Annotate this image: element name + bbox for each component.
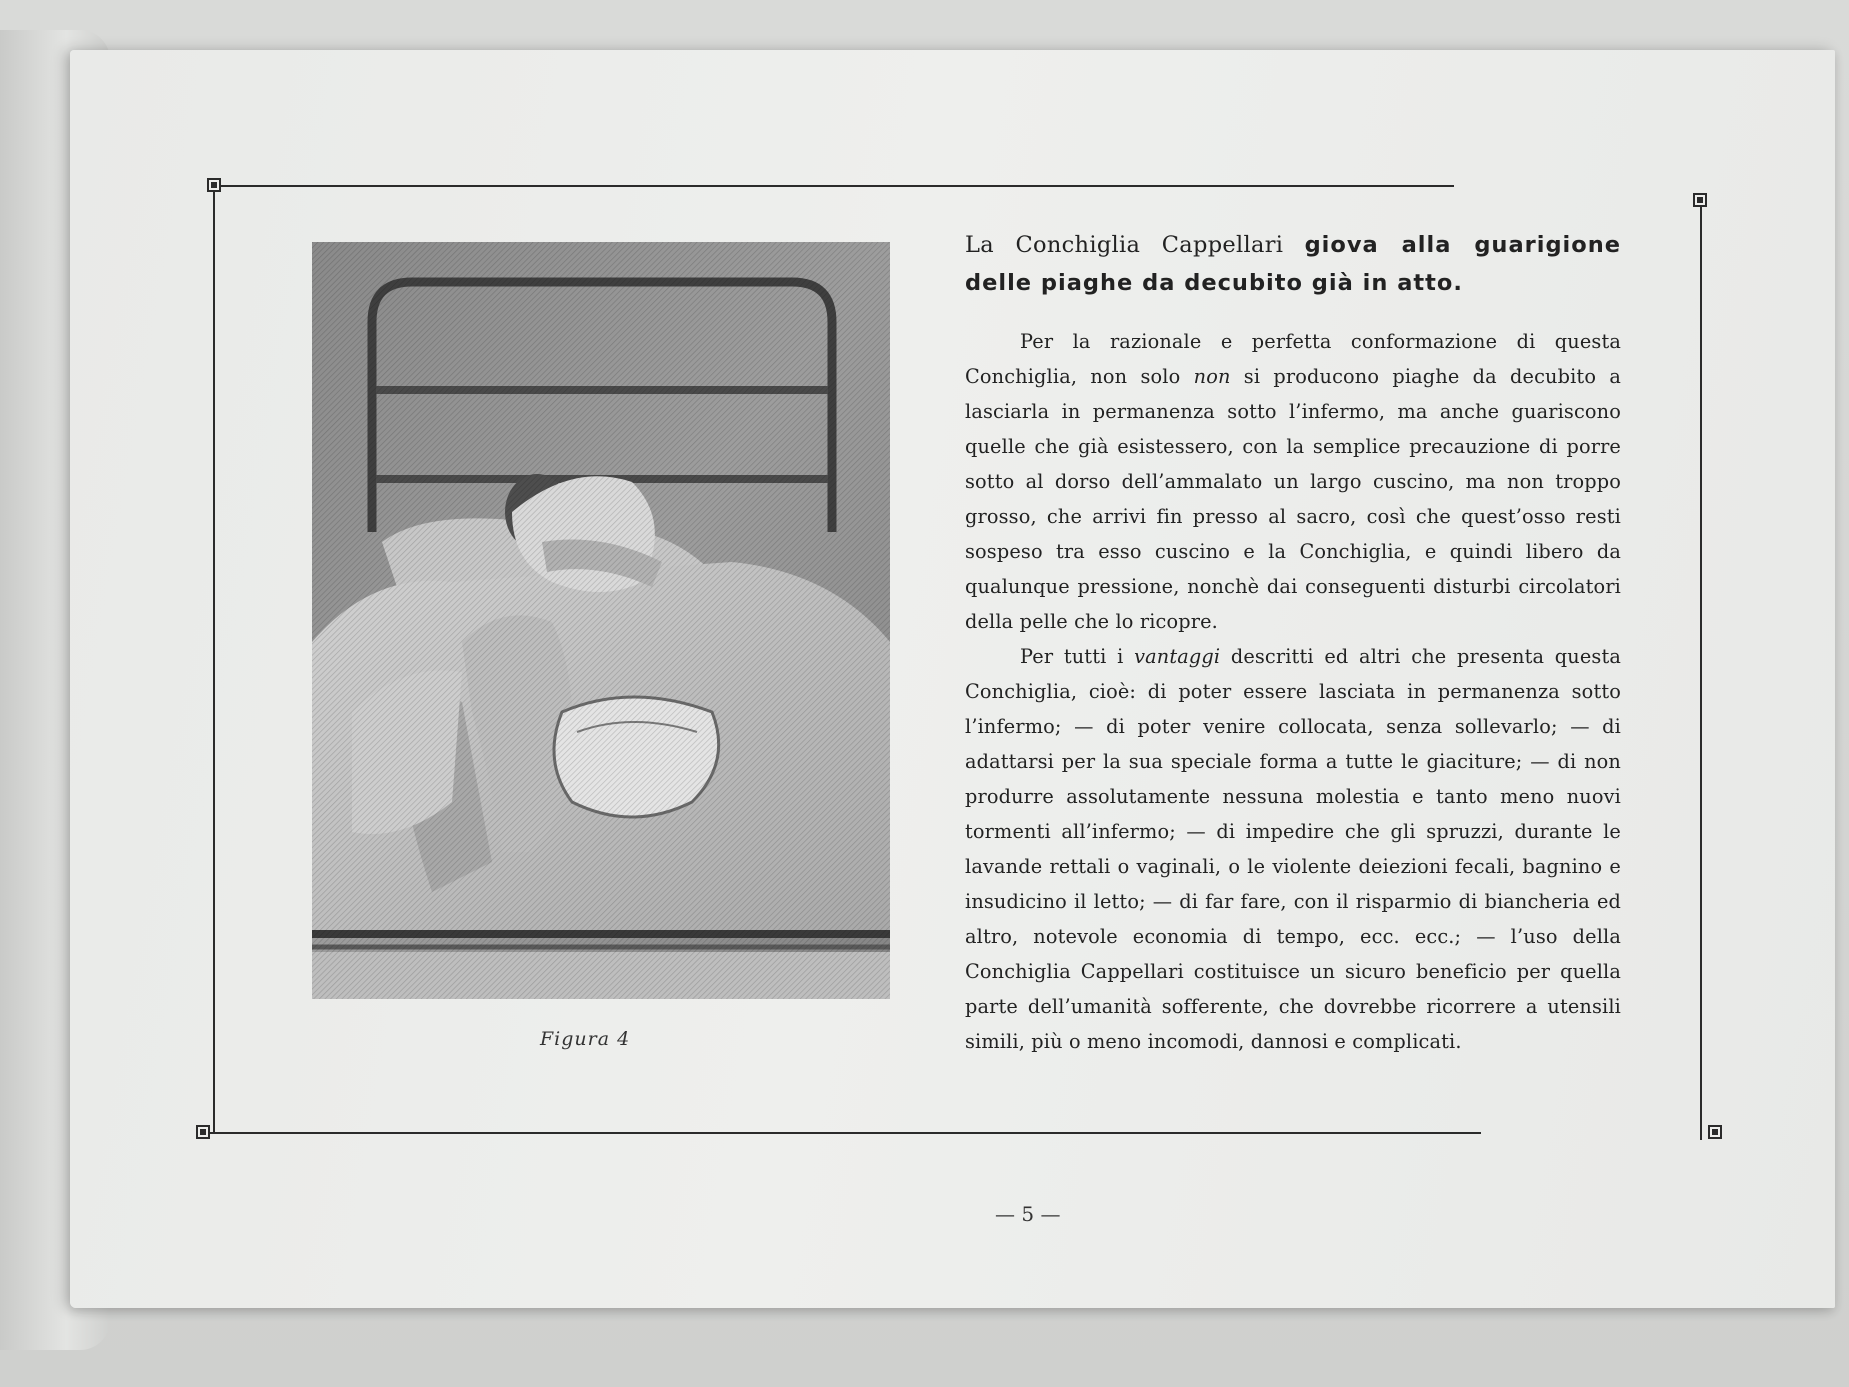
bed-patient-photo xyxy=(312,242,890,999)
frame-top-line xyxy=(218,185,1454,187)
frame-bottom-line xyxy=(203,1132,1481,1134)
frame-corner-top-right xyxy=(1693,193,1707,207)
paragraph-2-part-2: descritti ed altri che presenta questa Conchiglia, cioè: di poter essere lasciata in permanenza sotto l’infermo; — di poter venire collocata, senza sollevarlo; — di adattarsi per la sua speciale forma a tutte le giaciture; — di non produrre assolutamente nessuna molestia e tanto meno nuovi tormenti all’infermo; — di impedire che gli spruzzi, durante le lavande rettali o vaginali, o le violente deiezioni fecali, bagnino e insudicino il letto; — di far fare, con il risparmio di biancheria ed altro, notevole economia di tempo, ecc. ecc.; — l’uso della Conchiglia Cappellari costituisce un sicuro beneficio per quella parte dell’umanità sofferente, che dovrebbe ricorrere a utensili simili, più o meno incomodi, dannosi e complicati. xyxy=(965,645,1621,1053)
figure-caption: Figura 4 xyxy=(540,1028,631,1050)
heading-lead: La Conchiglia Cappellari xyxy=(965,232,1284,258)
paragraph-2-emphasis: vantaggi xyxy=(1134,645,1221,668)
text-column xyxy=(965,226,1621,1059)
heading-bold: giova alla guarigione delle piaghe da decubito già in atto. xyxy=(965,232,1621,296)
figure-photograph xyxy=(312,242,890,999)
frame-corner-bottom-left xyxy=(196,1125,210,1139)
paragraph-1-part-1: Per la razionale e perfetta conformazione di questa Conchiglia, non solo xyxy=(965,330,1621,388)
paragraph-2 xyxy=(965,639,1621,1059)
paragraph-1-part-2: si producono piaghe da decubito a lasciarla in permanenza sotto l’infermo, ma anche guariscono quelle che già esistessero, con la semplice precauzione di porre sotto al dorso dell’ammalato un largo cuscino, ma non troppo grosso, che arrivi fin presso al sacro, così che quest’osso resti sospeso tra esso cuscino e la Conchiglia, e quindi libero da qualunque pressione, nonchè dai conseguenti disturbi circolatori della pelle che lo ricopre. xyxy=(965,365,1621,633)
frame-corner-bottom-right xyxy=(1708,1125,1722,1139)
frame-right-line xyxy=(1700,200,1702,1140)
paragraph-1-emphasis: non xyxy=(1193,365,1231,388)
frame-left-line xyxy=(213,192,215,1134)
paragraph-2-part-1: Per tutti i xyxy=(1020,645,1135,668)
paragraph-1 xyxy=(965,324,1621,639)
page-number: — 5 — xyxy=(995,1202,1061,1226)
frame-corner-top-left xyxy=(207,178,221,192)
section-heading xyxy=(965,226,1621,302)
